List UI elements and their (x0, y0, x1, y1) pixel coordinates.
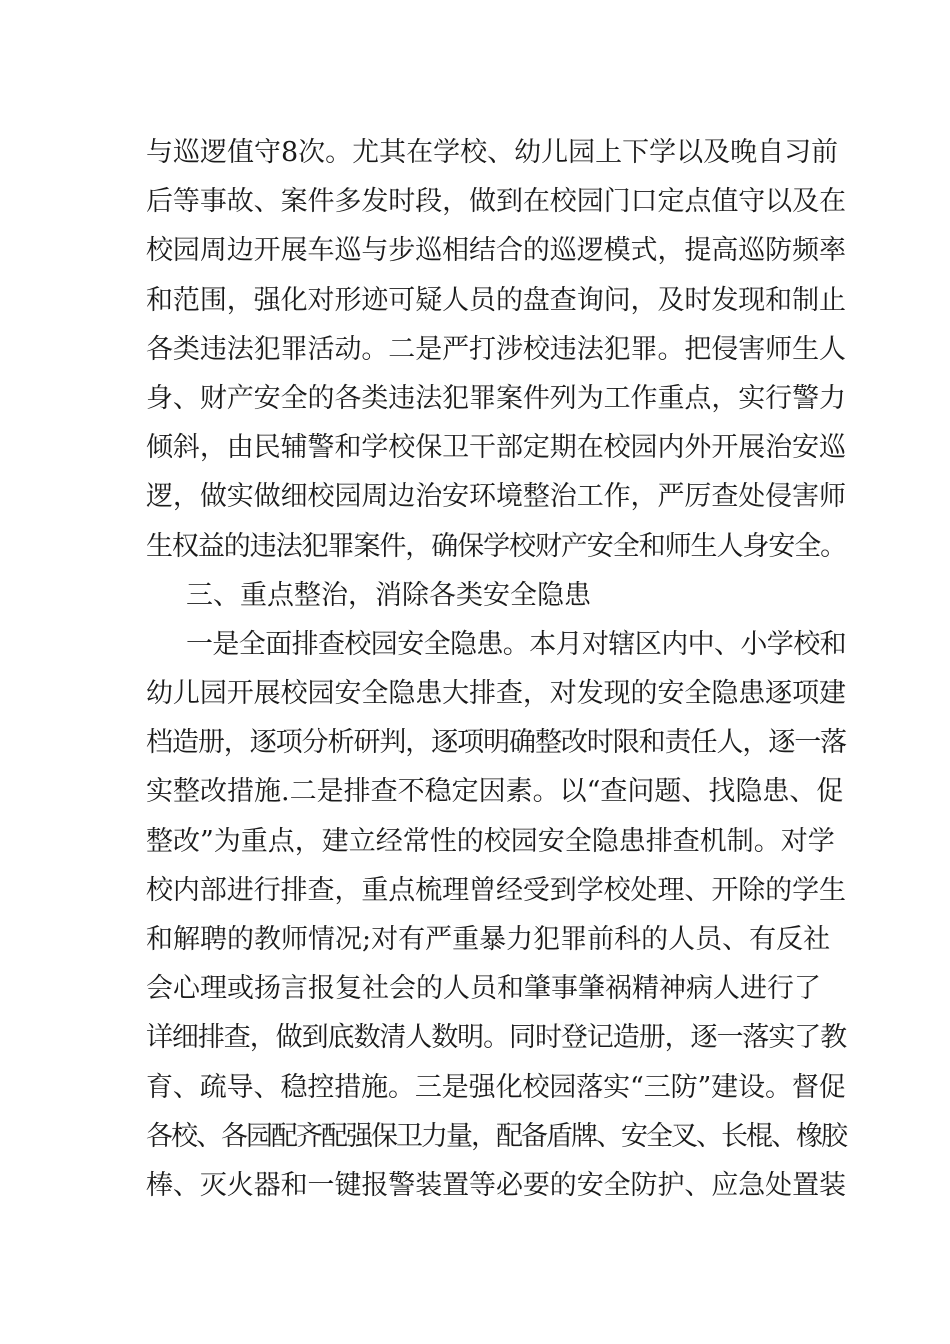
paragraph-line: 身、财产安全的各类违法犯罪案件列为工作重点，实行警力 (146, 382, 846, 414)
paragraph-line: 校内部进行排查，重点梳理曾经受到学校处理、开除的学生 (146, 874, 846, 906)
paragraph-line: 详细排查，做到底数清人数明。同时登记造册，逐一落实了教 (146, 1022, 847, 1054)
paragraph-line-indented: 一是全面排查校园安全隐患。本月对辖区内中、小学校和 (186, 628, 846, 660)
paragraph-line: 校园周边开展车巡与步巡相结合的巡逻模式，提高巡防频率 (146, 235, 846, 267)
paragraph-line: 后等事故、案件多发时段，做到在校园门口定点值守以及在 (146, 186, 846, 218)
paragraph-line: 实整改措施.二是排查不稳定因素。以“查问题、找隐患、促 (146, 776, 844, 808)
paragraph-line-indented: 三、重点整治，消除各类安全隐患 (186, 579, 591, 611)
paragraph-line: 各校、各园配齐配强保卫力量，配备盾牌、安全叉、长棍、橡胶 (146, 1120, 846, 1152)
paragraph-line: 育、疏导、稳控措施。三是强化校园落实“三防”建设。督促 (146, 1071, 846, 1103)
paragraph-line: 与巡逻值守8次。尤其在学校、幼儿园上下学以及晚自习前 (146, 137, 839, 168)
paragraph-line: 倾斜，由民辅警和学校保卫干部定期在校园内外开展治安巡 (146, 432, 846, 464)
paragraph-line: 整改”为重点，建立经常性的校园安全隐患排查机制。对学 (146, 825, 835, 857)
paragraph-line: 档造册，逐项分析研判，逐项明确整改时限和责任人，逐一落 (146, 727, 847, 759)
paragraph-line: 生权益的违法犯罪案件，确保学校财产安全和师生人身安全。 (146, 530, 847, 562)
paragraph-line: 会心理或扬言报复社会的人员和肇事肇祸精神病人进行了 (146, 973, 821, 1005)
body-text (146, 128, 846, 1210)
paragraph-line: 逻，做实做细校园周边治安环境整治工作，严厉查处侵害师 (146, 481, 846, 513)
paragraph-line: 和解聘的教师情况;对有严重暴力犯罪前科的人员、有反社 (146, 924, 831, 955)
paragraph-line: 各类违法犯罪活动。二是严打涉校违法犯罪。把侵害师生人 (146, 333, 846, 365)
paragraph-line: 和范围，强化对形迹可疑人员的盘查询问，及时发现和制止 (146, 284, 846, 316)
paragraph-line: 幼儿园开展校园安全隐患大排查，对发现的安全隐患逐项建 (146, 678, 846, 710)
paragraph-line: 棒、灭火器和一键报警装置等必要的安全防护、应急处置装 (146, 1169, 846, 1201)
